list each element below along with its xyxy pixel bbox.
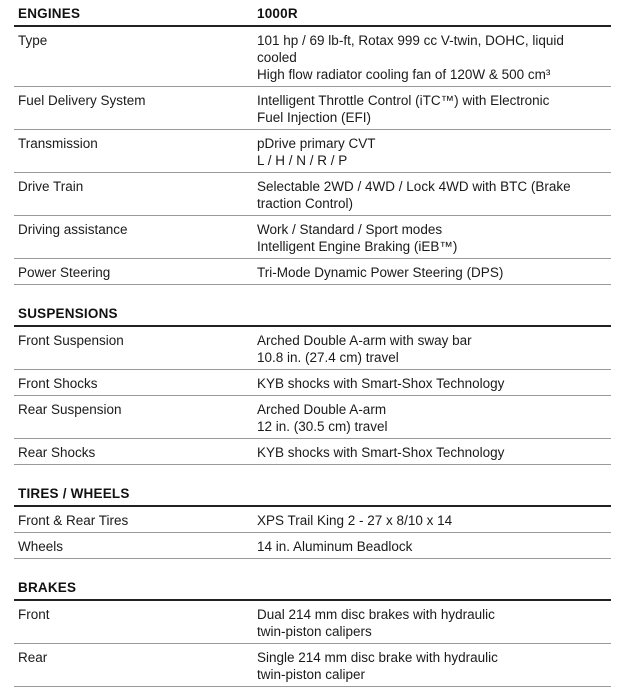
spec-row (14, 87, 611, 130)
spec-value-line: Intelligent Engine Braking (iEB™) (257, 239, 458, 254)
spec-value-line: High flow radiator cooling fan of 120W & 500 cm³ (257, 67, 551, 82)
spec-value (257, 444, 607, 461)
spec-label: Rear (18, 650, 48, 665)
section-title: BRAKES (18, 580, 77, 595)
spec-value (257, 264, 607, 281)
spec-value (257, 178, 607, 212)
spec-value-line: XPS Trail King 2 - 27 x 8/10 x 14 (257, 513, 453, 528)
spec-row (14, 507, 611, 533)
section-header (14, 6, 611, 27)
spec-value-line: Work / Standard / Sport modes (257, 222, 443, 237)
spec-label: Front (18, 607, 50, 622)
spec-row (14, 601, 611, 644)
spec-label: Rear Suspension (18, 402, 122, 417)
spec-label: Type (18, 33, 48, 48)
section-title: TIRES / WHEELS (18, 486, 130, 501)
spec-row (14, 370, 611, 396)
spec-value-line: Intelligent Throttle Control (iTC™) with Electronic (257, 93, 550, 108)
spec-value (257, 221, 607, 255)
spec-value-line: Arched Double A-arm (257, 402, 387, 417)
spec-label: Rear Shocks (18, 445, 96, 460)
column-header: 1000R (257, 6, 298, 21)
spec-section (14, 486, 611, 559)
spec-value-line: 101 hp / 69 lb-ft, Rotax 999 cc V-twin, DOHC, liquid (257, 33, 564, 48)
spec-value-line: KYB shocks with Smart-Shox Technology (257, 445, 505, 460)
section-title: SUSPENSIONS (18, 306, 118, 321)
spec-value-line: Fuel Injection (EFI) (257, 110, 372, 125)
section-header (14, 580, 611, 601)
section-header (14, 306, 611, 327)
spec-value-line: twin-piston caliper (257, 667, 366, 682)
spec-row (14, 216, 611, 259)
section-header (14, 486, 611, 507)
spec-value-line: 12 in. (30.5 cm) travel (257, 419, 388, 434)
spec-value-line: Arched Double A-arm with sway bar (257, 333, 472, 348)
spec-row (14, 259, 611, 285)
spec-value-line: L / H / N / R / P (257, 153, 348, 168)
spec-value (257, 375, 607, 392)
spec-label: Wheels (18, 539, 64, 554)
spec-value-line: 14 in. Aluminum Beadlock (257, 539, 413, 554)
spec-row (14, 439, 611, 465)
spec-value-line: cooled (257, 50, 297, 65)
spec-label: Drive Train (18, 179, 84, 194)
spec-row (14, 27, 611, 87)
spec-value (257, 332, 607, 366)
spec-section (14, 306, 611, 465)
spec-label: Driving assistance (18, 222, 128, 237)
spec-row (14, 327, 611, 370)
spec-value-line: pDrive primary CVT (257, 136, 376, 151)
spec-label: Fuel Delivery System (18, 93, 146, 108)
spec-value (257, 538, 607, 555)
spec-value (257, 32, 607, 83)
section-title: ENGINES (18, 6, 81, 21)
spec-value-line: Single 214 mm disc brake with hydraulic (257, 650, 498, 665)
spec-value-line: twin-piston calipers (257, 624, 372, 639)
spec-value (257, 401, 607, 435)
spec-label: Front & Rear Tires (18, 513, 129, 528)
spec-label: Front Suspension (18, 333, 124, 348)
spec-value-line: KYB shocks with Smart-Shox Technology (257, 376, 505, 391)
spec-section (14, 580, 611, 687)
spec-row (14, 396, 611, 439)
spec-label: Power Steering (18, 265, 111, 280)
spec-value-line: 10.8 in. (27.4 cm) travel (257, 350, 399, 365)
spec-value-line: Dual 214 mm disc brakes with hydraulic (257, 607, 495, 622)
spec-value-line: Tri-Mode Dynamic Power Steering (DPS) (257, 265, 504, 280)
spec-section (14, 6, 611, 285)
spec-label: Transmission (18, 136, 98, 151)
spec-row (14, 130, 611, 173)
spec-value (257, 649, 607, 683)
spec-label: Front Shocks (18, 376, 98, 391)
spec-value-line: Selectable 2WD / 4WD / Lock 4WD with BTC (Brake (257, 179, 571, 194)
spec-value (257, 135, 607, 169)
spec-value (257, 512, 607, 529)
spec-value (257, 606, 607, 640)
spec-value-line: traction Control) (257, 196, 354, 211)
spec-row (14, 533, 611, 559)
spec-row (14, 644, 611, 687)
spec-row (14, 173, 611, 216)
spec-value (257, 92, 607, 126)
